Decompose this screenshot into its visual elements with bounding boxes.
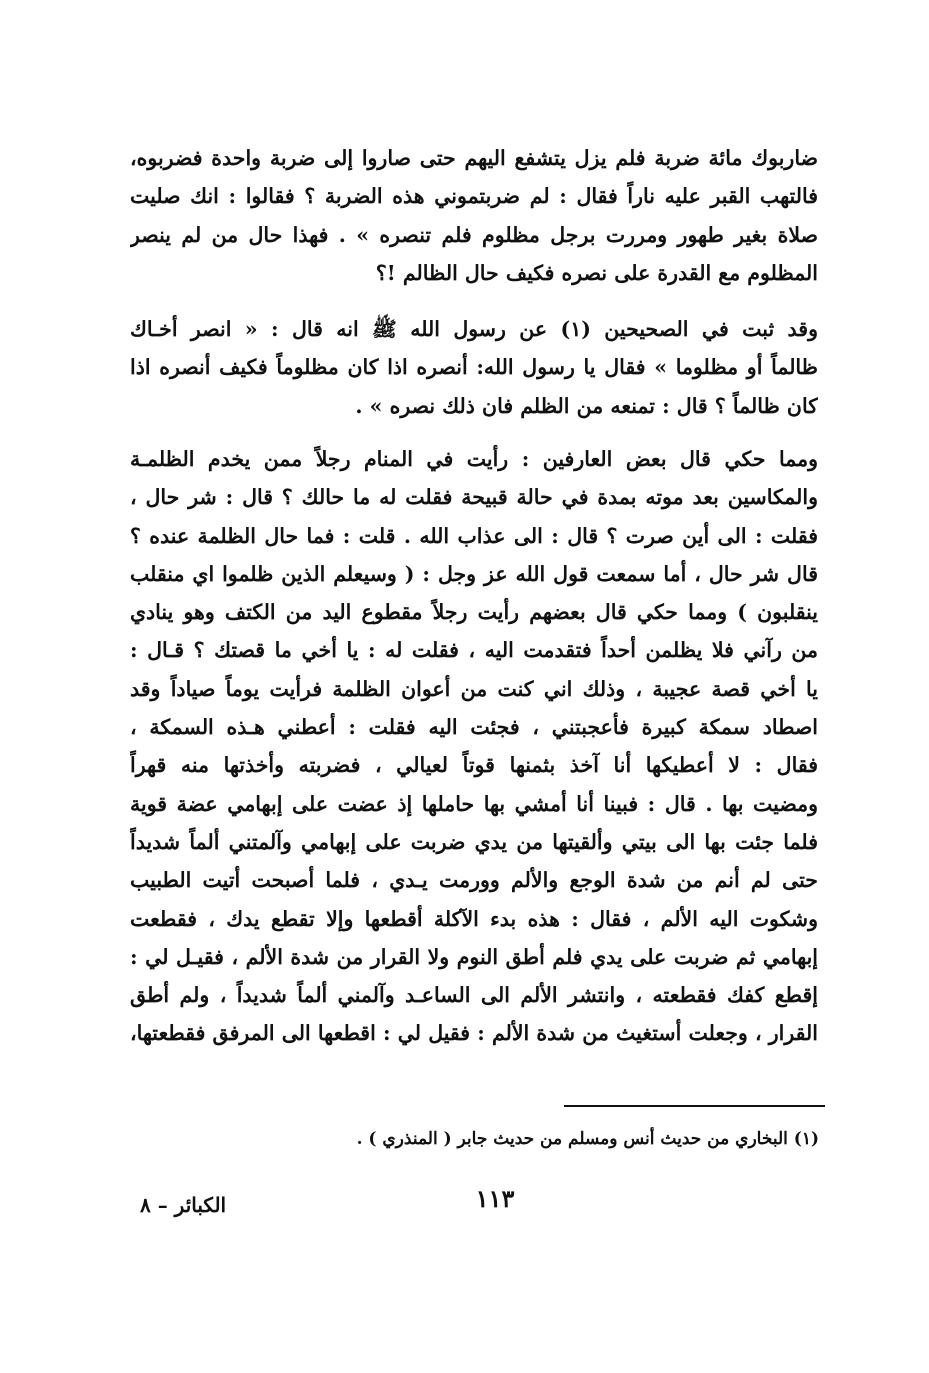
text-line: حتى لم أنم من شدة الوجع والألم وورمت يـدي ، فلما أصبحت أتيت الطبيب [130, 868, 818, 893]
text-line: ينقلبون ) ومما حكي قال بعضهم رأيت رجلاً مقطوع اليد من الكتف وهو ينادي [130, 600, 818, 625]
text-line: فقلت : الى أين صرت ؟ قال : الى عذاب الله . قلت : فما حال الظلمة عنده ؟ [130, 523, 818, 548]
paragraph-1 [130, 139, 818, 292]
text-line: فقال : لا أعطيكها أنا آخذ بثمنها قوتاً لعيالي ، فضربته وأخذتها منه قهراً [130, 753, 818, 778]
text-line: القرار ، وجعلت أستغيث من شدة الألم : فقيل لي : اقطعها الى المرفق فقطعتها، [130, 1021, 818, 1046]
text-line: من رآني فلا يظلمن أحداً فتقدمت اليه ، فقلت له : يا أخي ما قصتك ؟ قـال : [130, 638, 818, 663]
text-line: فلما جئت بها الى بيتي وألقيتها من يدي ضربت على إبهامي وآلمتني ألماً شديداً [130, 829, 818, 854]
text-line: والمكاسين بعد موته بمدة في حالة قبيحة فقلت له ما حالك ؟ قال : شر حال ، [130, 485, 818, 510]
footnote-divider [564, 1105, 825, 1107]
text-line: صلاة بغير طهور ومررت برجل مظلوم فلم تنصره » . فهذا حال من لم ينصر [130, 222, 818, 247]
text-line: قال شر حال ، أما سمعت قول الله عز وجل : ( وسيعلم الذين ظلموا اي منقلب [130, 561, 818, 586]
footnote: (١) البخاري من حديث أنس ومسلم من حديث جابر ( المنذري ) . [356, 1129, 819, 1149]
text-line: ومضيت بها . قال : فبينا أنا أمشي بها حاملها إذ عضت على إبهامي عضة قوية [130, 791, 818, 816]
text-line: وشكوت اليه الألم ، فقال : هذه بدء الآكلة أقطعها وإلا تقطع يدك ، فقطعت [130, 906, 818, 931]
text-line: فالتهب القبر عليه ناراً فقال : لم ضربتموني هذه الضربة ؟ فقالوا : انك صليت [130, 184, 818, 209]
text-line: إبهامي ثم ضربت على يدي فلم أطق النوم ولا القرار من شدة الألم ، فقيـل لي : [130, 944, 818, 969]
text-line: ظالماً أو مظلوما » فقال يا رسول الله: أنصره اذا كان مظلوماً فكيف أنصره اذا [130, 355, 818, 380]
paragraph-2 [130, 310, 818, 425]
text-line: المظلوم مع القدرة على نصره فكيف حال الظالم !؟ [375, 260, 818, 285]
text-line: اصطاد سمكة كبيرة فأعجبتني ، فجئت اليه فقلت : أعطني هـذه السمكة ، [130, 715, 818, 740]
text-line: ومما حكي قال بعض العارفين : رأيت في المنام رجلاً ممن يخدم الظلمـة [130, 447, 818, 471]
text-line: يا أخي قصة عجيبة ، وذلك اني كنت من أعوان الظلمة فرأيت يوماً صياداً وقد [130, 676, 818, 701]
page-number: ١١٣ [475, 1184, 515, 1213]
paragraph-3 [130, 440, 818, 1053]
text-line: إقطع كفك فقطعته ، وانتشر الألم الى الساعـد وآلمني ألماً شديداً ، ولم أطق [130, 983, 818, 1008]
text-line: وقد ثبت في الصحيحين (١) عن رسول الله ﷺ انه قال : « انصر أخـاك [130, 317, 818, 341]
text-line: ضاربوك مائة ضربة فلم يزل يتشفع اليهم حتى صاروا إلى ضربة واحدة فضربوه، [130, 146, 818, 170]
text-line: كان ظالماً ؟ قال : تمنعه من الظلم فان ذلك نصره » . [355, 393, 818, 418]
running-footer: الكبائر – ٨ [140, 1193, 227, 1217]
